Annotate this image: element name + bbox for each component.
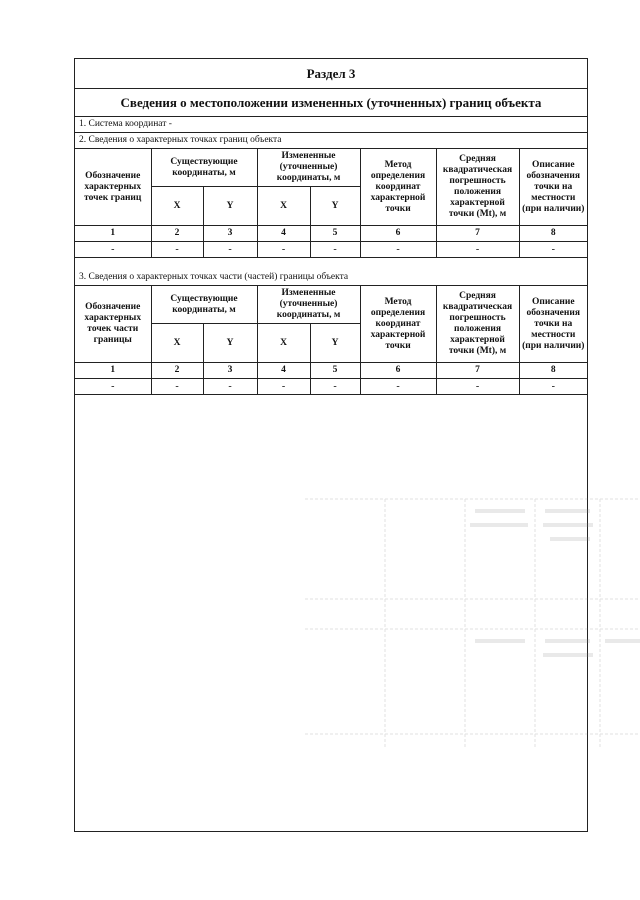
header-changed-y: Y [310,187,360,226]
col-number: 5 [310,363,360,379]
table-cell: - [75,379,151,395]
coordinate-system: 1. Система координат - [75,117,587,133]
header-existing-y: Y [203,187,257,226]
col-number: 6 [360,226,436,242]
table-cell: - [310,379,360,395]
col-number: 6 [360,363,436,379]
header-description: Описание обозначения точки на местности (при наличии) [519,286,587,363]
header-existing: Существующие координаты, м [151,149,257,187]
col-number: 3 [203,226,257,242]
col-number: 8 [519,363,587,379]
table-cell: - [310,242,360,258]
header-existing-x: X [151,324,203,363]
table-cell: - [519,379,587,395]
table-cell: - [436,379,519,395]
header-designation: Обозначение характерных точек границ [75,149,151,226]
table-cell: - [151,242,203,258]
header-error: Средняя квадратическая погрешность положения характерной точки (Mt), м [436,149,519,226]
table-cell: - [151,379,203,395]
header-changed: Измененные (уточненные) координаты, м [257,149,360,187]
table-cell: - [519,242,587,258]
header-description: Описание обозначения точки на местности (при наличии) [519,149,587,226]
document-frame [74,58,588,832]
header-changed-x: X [257,187,310,226]
header-existing: Существующие координаты, м [151,286,257,324]
header-error: Средняя квадратическая погрешность положения характерной точки (Mt), м [436,286,519,363]
header-changed-y: Y [310,324,360,363]
header-changed-x: X [257,324,310,363]
section-subtitle: Сведения о местоположении измененных (уточненных) границ объекта [75,89,587,117]
header-existing-x: X [151,187,203,226]
section-title: Раздел 3 [75,59,587,89]
boundary-points-table [75,148,587,258]
table-cell: - [257,379,310,395]
col-number: 1 [75,226,151,242]
table2-caption: 3. Сведения о характерных точках части (частей) границы объекта [79,272,349,282]
col-number: 4 [257,363,310,379]
col-number: 2 [151,226,203,242]
table-cell: - [203,379,257,395]
table-cell: - [75,242,151,258]
col-number: 4 [257,226,310,242]
table1-caption: 2. Сведения о характерных точках границ объекта [79,135,282,145]
col-number: 5 [310,226,360,242]
col-number: 3 [203,363,257,379]
header-method: Метод определения координат характерной точки [360,149,436,226]
header-designation: Обозначение характерных точек части границы [75,286,151,363]
scan-bleed-through [305,479,640,749]
header-method: Метод определения координат характерной точки [360,286,436,363]
col-number: 8 [519,226,587,242]
table-cell: - [360,242,436,258]
col-number: 7 [436,226,519,242]
table-cell: - [360,379,436,395]
table-cell: - [257,242,310,258]
header-changed: Измененные (уточненные) координаты, м [257,286,360,324]
col-number: 7 [436,363,519,379]
table-cell: - [436,242,519,258]
header-existing-y: Y [203,324,257,363]
col-number: 2 [151,363,203,379]
col-number: 1 [75,363,151,379]
table-cell: - [203,242,257,258]
part-boundary-points-table [75,285,587,395]
